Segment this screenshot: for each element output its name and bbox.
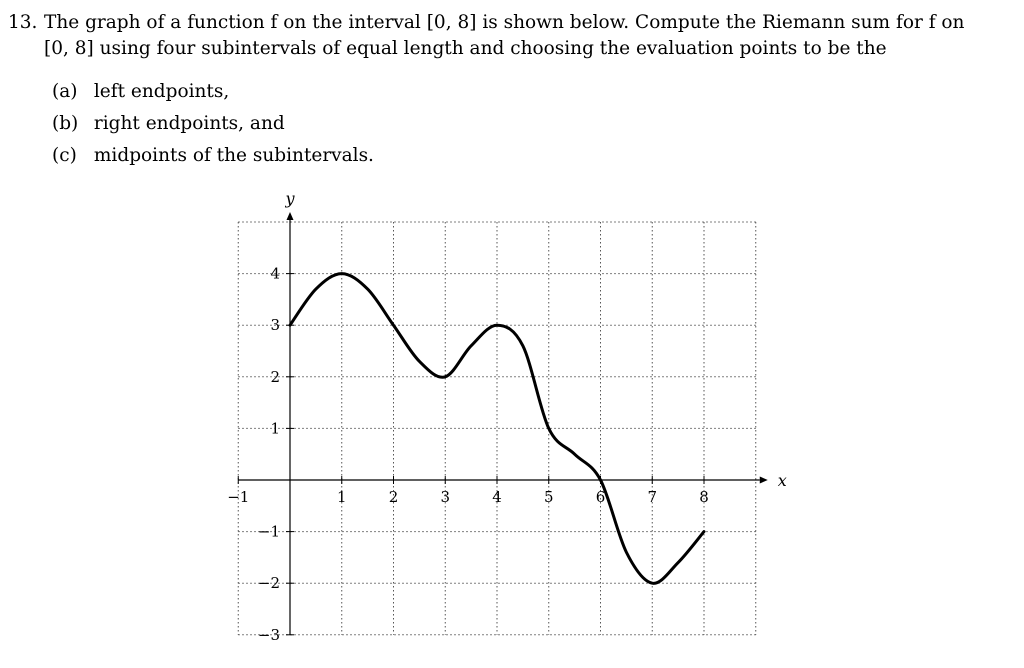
y-tick-label: −1 [257,522,280,541]
problem-text-line-2: [0, 8] using four subintervals of equal length and choosing the evaluation points to be the [44,38,887,59]
axes [238,212,768,635]
problem-text-line-1: The graph of a function f on the interval [0, 8] is shown below. Compute the Riemann sum for f on [44,12,965,33]
part-label: (a) [52,81,78,102]
part-label: (c) [52,145,77,166]
grid [238,222,756,635]
y-tick-label: −2 [257,574,280,593]
part-label: (b) [52,113,79,134]
y-tick-label: 3 [270,316,280,335]
part-text: left endpoints, [93,81,230,102]
x-tick-label: −1 [227,488,250,506]
y-tick-label: −3 [257,625,280,644]
x-tick-label: 5 [543,488,554,506]
x-tick-label: 1 [336,488,347,506]
x-tick-label: 6 [595,488,606,506]
function-curve [290,274,704,584]
x-tick-label: 3 [440,488,451,506]
x-tick-label: 8 [699,488,709,506]
y-tick-label: 4 [270,264,280,283]
x-tick-label: 4 [492,488,502,506]
x-tick-label: 7 [647,488,658,506]
x-axis-label: x [777,471,787,490]
part-text: right endpoints, and [93,113,285,134]
y-axis-arrow [287,212,294,220]
problem-number: 13. [8,12,38,33]
y-tick-label: 2 [270,367,280,386]
x-tick-label: 2 [388,488,399,506]
y-tick-label: 1 [270,419,280,438]
x-axis-arrow [760,477,768,484]
tick-labels [227,189,787,644]
part-text: midpoints of the subintervals. [93,145,374,166]
curve-layer [290,274,704,584]
y-axis-label: y [285,189,295,208]
